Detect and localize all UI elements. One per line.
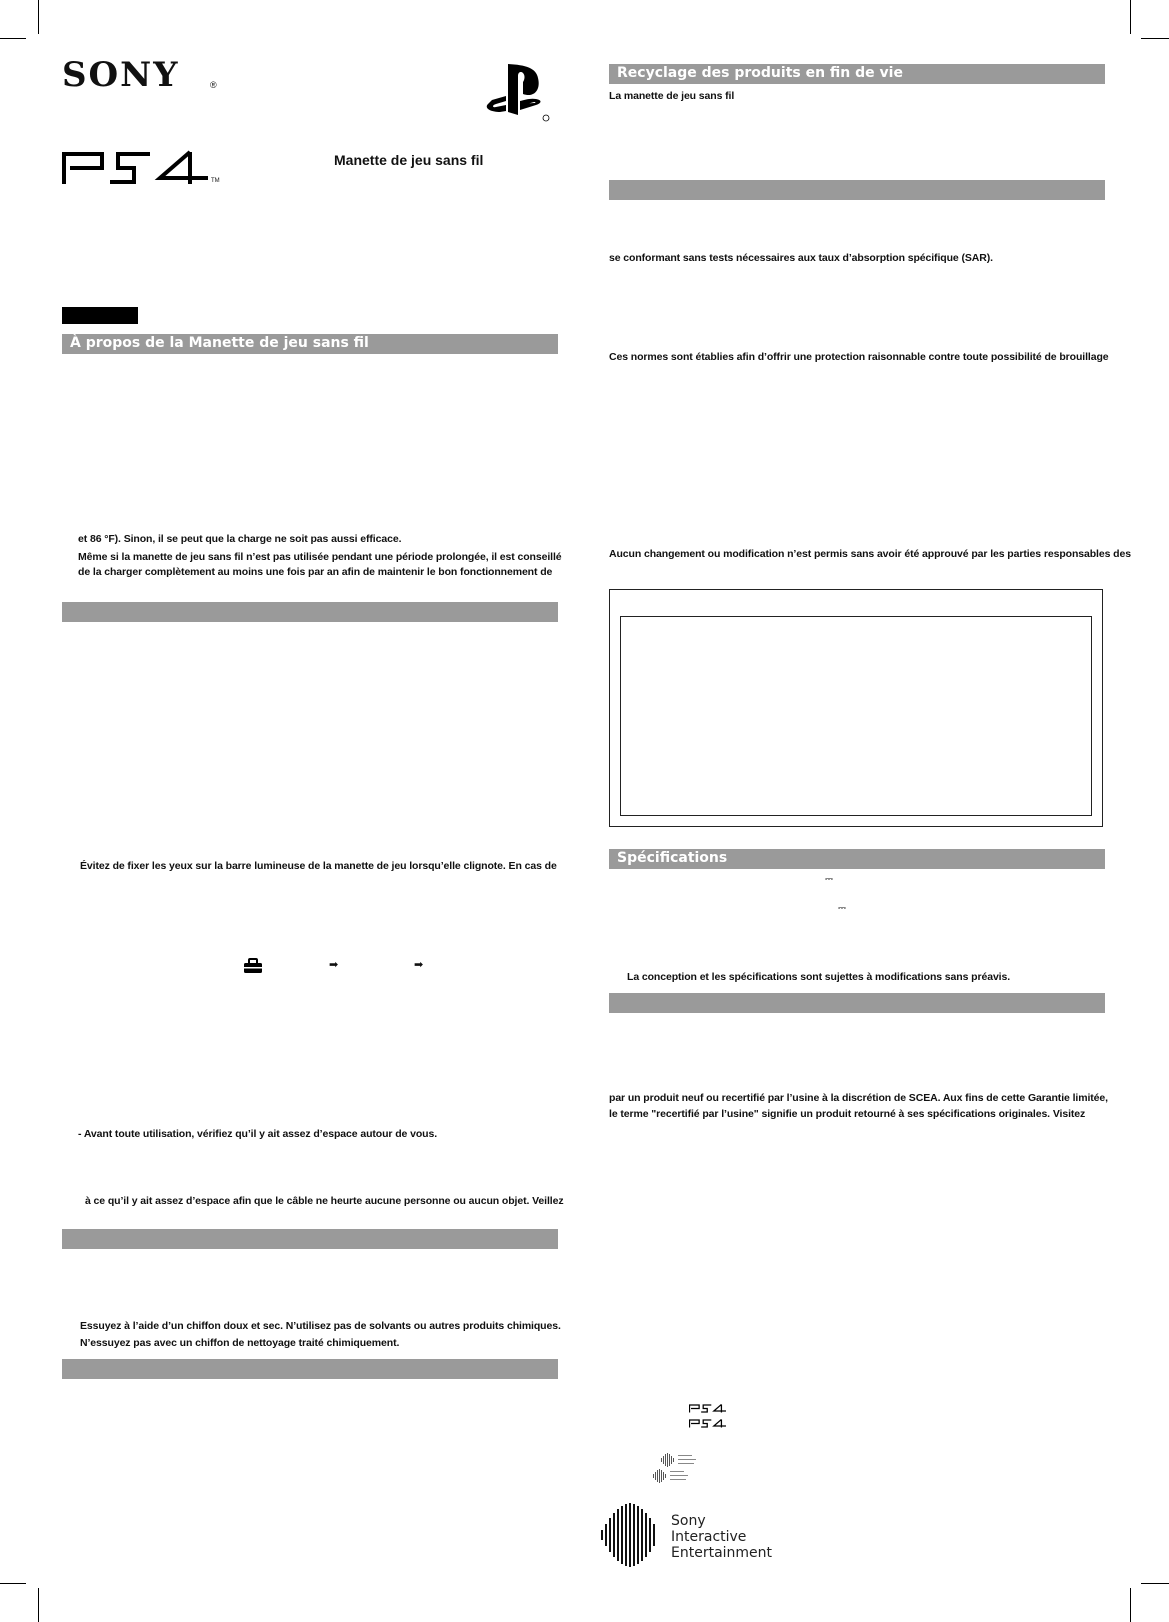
text-cable: à ce qu’il y ait assez d’espace afin que le câble ne heurte aucune personne ou aucun objet. Veillez — [85, 1195, 564, 1207]
section-title-specs: Spécifications — [617, 850, 728, 866]
text-sar: se conformant sans tests nécessaires aux taux d’absorption spécifique (SAR). — [609, 252, 993, 264]
section-bar-recycle — [609, 64, 1105, 84]
section-bar-3 — [62, 1229, 558, 1249]
registered-mark: ® — [210, 80, 217, 90]
ps4-logo — [62, 150, 212, 186]
text-charge-3: de la charger complètement au moins une fois par an afin de maintenir le bon fonctionnement de — [78, 566, 553, 578]
sie-line: Sony — [671, 1513, 706, 1529]
text-norms: Ces normes sont établies afin d’offrir une protection raisonnable contre toute possibilité de brouillage — [609, 351, 1109, 363]
crop-mark — [1141, 1583, 1169, 1584]
sie-mark-small — [659, 1452, 699, 1468]
trademark-mark: TM — [211, 178, 220, 184]
text-wipe-2: N’essuyez pas avec un chiffon de nettoyage traité chimiquement. — [80, 1337, 400, 1349]
crop-mark — [0, 38, 26, 39]
sie-line: Interactive — [671, 1529, 747, 1545]
text-recycle: La manette de jeu sans fil — [609, 90, 735, 102]
product-title: Manette de jeu sans fil — [334, 152, 484, 168]
section-bar-2 — [62, 602, 558, 622]
notice-box-inner — [620, 616, 1092, 816]
dc-symbol-icon: ⎓ — [838, 903, 846, 914]
ps4-logo-small — [689, 1403, 727, 1414]
text-space: - Avant toute utilisation, vérifiez qu’il y ait assez d’espace autour de vous. — [78, 1128, 438, 1140]
sie-line: Entertainment — [671, 1545, 773, 1561]
crop-mark — [1130, 1588, 1131, 1622]
arrow-icon: ➡ — [329, 959, 339, 971]
text-wipe-1: Essuyez à l’aide d’un chiffon doux et sec. N’utilisez pas de solvants ou autres produits chimiques. — [80, 1320, 561, 1332]
text-warranty-1: par un produit neuf ou recertifié par l’usine à la discrétion de SCEA. Aux fins de cette Garantie limitée, — [609, 1092, 1108, 1104]
sony-logo: SONY — [62, 55, 180, 95]
text-spec-note: La conception et les spécifications sont sujettes à modifications sans préavis. — [627, 971, 1011, 983]
section-title-about: À propos de la Manette de jeu sans fil — [70, 335, 369, 351]
language-tab — [62, 307, 138, 324]
section-title-recycle: Recyclage des produits en fin de vie — [617, 65, 903, 81]
playstation-logo — [486, 60, 556, 122]
crop-mark — [1130, 0, 1131, 34]
text-charge-2: Même si la manette de jeu sans fil n’est pas utilisée pendant une période prolongée, il est conseillé — [78, 551, 562, 563]
toolbox-icon — [243, 958, 263, 974]
sie-wordmark — [671, 1513, 772, 1561]
crop-mark — [38, 0, 39, 34]
text-eyes: Évitez de fixer les yeux sur la barre lumineuse de la manette de jeu lorsqu’elle clignote. En cas de — [80, 860, 557, 872]
text-charge-1: et 86 °F). Sinon, il se peut que la charge ne soit pas aussi efficace. — [78, 533, 402, 545]
crop-mark — [1141, 38, 1169, 39]
sie-logo-mark — [600, 1502, 658, 1568]
section-bar-warranty — [609, 993, 1105, 1013]
section-bar-about — [62, 334, 558, 354]
crop-mark — [0, 1583, 26, 1584]
section-bar-4 — [62, 1359, 558, 1379]
dc-symbol-icon: ⎓ — [825, 874, 833, 885]
text-warranty-2: le terme "recertifié par l’usine" signifie un produit retourné à ses spécifications originales. Visitez — [609, 1108, 1086, 1120]
section-bar-specs — [609, 849, 1105, 869]
ps4-logo-small — [689, 1418, 727, 1429]
section-bar-regulatory — [609, 180, 1105, 200]
sie-mark-small — [651, 1468, 691, 1484]
text-changes: Aucun changement ou modification n’est permis sans avoir été approuvé par les parties responsables des — [609, 548, 1131, 560]
crop-mark — [38, 1588, 39, 1622]
arrow-icon: ➡ — [414, 959, 424, 971]
